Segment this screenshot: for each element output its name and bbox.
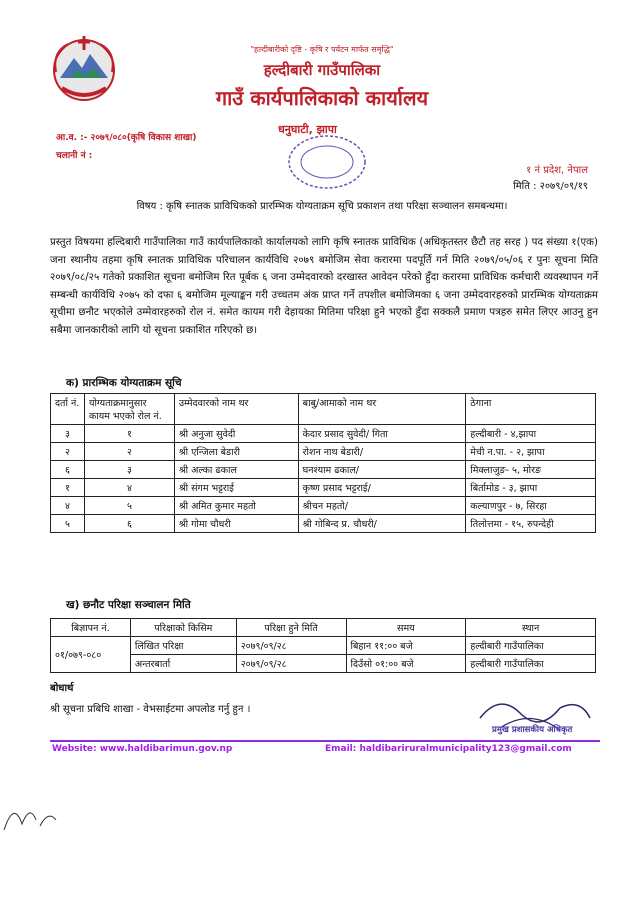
signature [470,688,600,748]
reg-no: १ [51,479,85,497]
parent-name: केदार प्रसाद सुवेदी/ गिता [298,425,466,443]
table-row [51,443,596,461]
col-reg-no: दर्ता नं. [51,394,85,425]
candidate-name: श्री संगम भट्टराई [174,479,298,497]
candidate-name: श्री गोमा चौधरी [174,515,298,533]
signatory-title: प्रमुख प्रशासकीय अधिकृत [492,725,573,735]
roll-no: ६ [84,515,174,533]
parent-name: घनश्याम ढकाल/ [298,461,466,479]
body-paragraph: प्रस्तुत विषयमा हल्दिबारी गाउँपालिका गाउँ कार्यपालिकाको कार्यालयको लागि कृषि स्नातक प्राविधिक (अधिकृतस्तर छैटौ तह सरह ) पद संख्या १(एक) जना स्थानीय तहमा कृषि स्नातक प्राविधिक परिचालन कार्यविधि २०७९ बमोजिम सेवा करारमा पदपूर्ति गर्न मिति २०७९/०५/०६ र पुनः सूचना मिति २०७९/०८/२५ गतेको प्रकाशित सूचना बमोजिम रित पूर्बक ६ जना उम्मेदवारको दरखास्त आवेदन परेको हुँदा करारमा प्राविधिक कर्मचारी व्यवस्थापन गर्ने सम्बन्धी कार्यविधि २०७५ को दफा ६ बमोजिम मूल्याङ्कन गरी उच्चतम अंक प्राप्त गर्ने तपशील बमोजिमका ६ जना उम्मेदवारहरुको प्रारम्भिक योग्यताक्रम सूचीमा छनौट भएकोले उम्मेवारहरुको रोल नं. समेत कायम गरी देहायका मितिमा परिक्षा हुने भएको हुँदा सक्कलै प्रमाण पत्रहरु समेत लिएर आउनु हुन सबैमा जानकारीको लागि यो सूचना प्रकाशित गरिएको छ। [50,237,598,336]
roll-no: ४ [84,479,174,497]
candidate-name: श्री अमित कुमार महतो [174,497,298,515]
cc-item: श्री सूचना प्रबिधि शाखा - वेभसाईटमा अपलोड गर्नु हुन । [50,704,251,715]
subject-line: विषय : कृषि स्नातक प्राविधिकको प्रारम्भिक योग्यताक्रम सूचि प्रकाशन तथा परिक्षा सञ्चालन समबन्धमा। [136,201,508,212]
municipality-name: हल्दीबारी गाउँपालिका [263,61,381,79]
address: तिलोत्तमा - १५, रुपन्देही [466,515,596,533]
col-ad-no: बिज्ञापन नं. [51,619,131,637]
parent-name: कृष्ण प्रसाद भट्टराई/ [298,479,466,497]
col-exam-type: परिक्षाको किसिम [130,619,236,637]
reg-no: ६ [51,461,85,479]
candidate-name: श्री एन्जिला बेडारी [174,443,298,461]
exam-venue: हल्दीबारी गाउँपालिका [466,655,596,673]
section-b-title: ख) छनौट परिक्षा सञ्चालन मिति [66,599,191,611]
table-row [51,461,596,479]
table-row [51,425,596,443]
address: हल्दीबारी - ४,झापा [466,425,596,443]
col-candidate-name: उम्मेदवारको नाम थर [174,394,298,425]
ad-no: ०१/०७९-०८० [51,637,131,673]
table-row [51,637,596,655]
parent-name: रोशन नाथ बेडारी/ [298,443,466,461]
exam-time: दिउँसो ०१:०० बजे [346,655,466,673]
roll-no: ३ [84,461,174,479]
fiscal-year: आ.व. :- २०७९/०८०(कृषि विकास शाखा) [56,133,197,143]
table-row [51,655,596,673]
exam-type: अन्तरबार्ता [130,655,236,673]
section-a-title: क) प्रारम्भिक योग्यताक्रम सूचि [66,377,182,389]
exam-time: बिहान ११:०० बजे [346,637,466,655]
parent-name: श्री गोबिन्द प्र. चौधरी/ [298,515,466,533]
merit-list-table [50,393,596,533]
office-address: धनुघाटी, झापा [278,123,337,136]
exam-venue: हल्दीबारी गाउँपालिका [466,637,596,655]
table-header-row [51,394,596,425]
col-address: ठेगाना [466,394,596,425]
candidate-name: श्री अल्का ढकाल [174,461,298,479]
table-header-row [51,619,596,637]
letter-date: मिति : २०७९/०९/१९ [513,181,588,192]
exam-date: २०७९/०९/२८ [236,655,346,673]
exam-schedule-table [50,618,596,673]
col-venue: स्थान [466,619,596,637]
footer-divider [50,740,600,742]
chalani-number: चलानी नं : [56,151,93,161]
table-row [51,497,596,515]
roll-no: १ [84,425,174,443]
candidate-name: श्री अनुजा सुवेदी [174,425,298,443]
exam-type: लिखित परिक्षा [130,637,236,655]
website-link[interactable]: Website: www.haldibarimun.gov.np [52,744,233,754]
col-exam-date: परिक्षा हुने मिति [236,619,346,637]
reg-no: ५ [51,515,85,533]
address: मिक्लाजुङ- ५, मोरङ [466,461,596,479]
address: मेची न.पा. - २, झापा [466,443,596,461]
reg-no: ३ [51,425,85,443]
address: बिर्तामोड - ३, झापा [466,479,596,497]
col-time: समय [346,619,466,637]
roll-no: २ [84,443,174,461]
address: कल्याणपुर - ७, सिरहा [466,497,596,515]
email-link[interactable]: Email: haldibariruralmunicipality123@gmail.com [325,744,572,754]
table-row [51,479,596,497]
reg-no: २ [51,443,85,461]
table-row [51,515,596,533]
office-title: गाउँ कार्यपालिकाको कार्यालय [215,86,429,110]
province: १ नं प्रदेश, नेपाल [526,165,588,176]
col-roll-no: योग्यताक्रमानुसार कायम भएको रोल नं. [84,394,174,425]
roll-no: ५ [84,497,174,515]
exam-date: २०७९/०९/२८ [236,637,346,655]
cc-title: बोधार्थ [50,683,74,694]
handwritten-mark [0,790,60,840]
official-stamp [286,132,368,192]
parent-name: श्रीचन महतो/ [298,497,466,515]
col-parent-name: बाबु/आमाको नाम थर [298,394,466,425]
slogan: "हल्दीबारीको दृष्टि - कृषि र पर्यटन मार्फत समृद्धि" [250,45,394,54]
reg-no: ४ [51,497,85,515]
